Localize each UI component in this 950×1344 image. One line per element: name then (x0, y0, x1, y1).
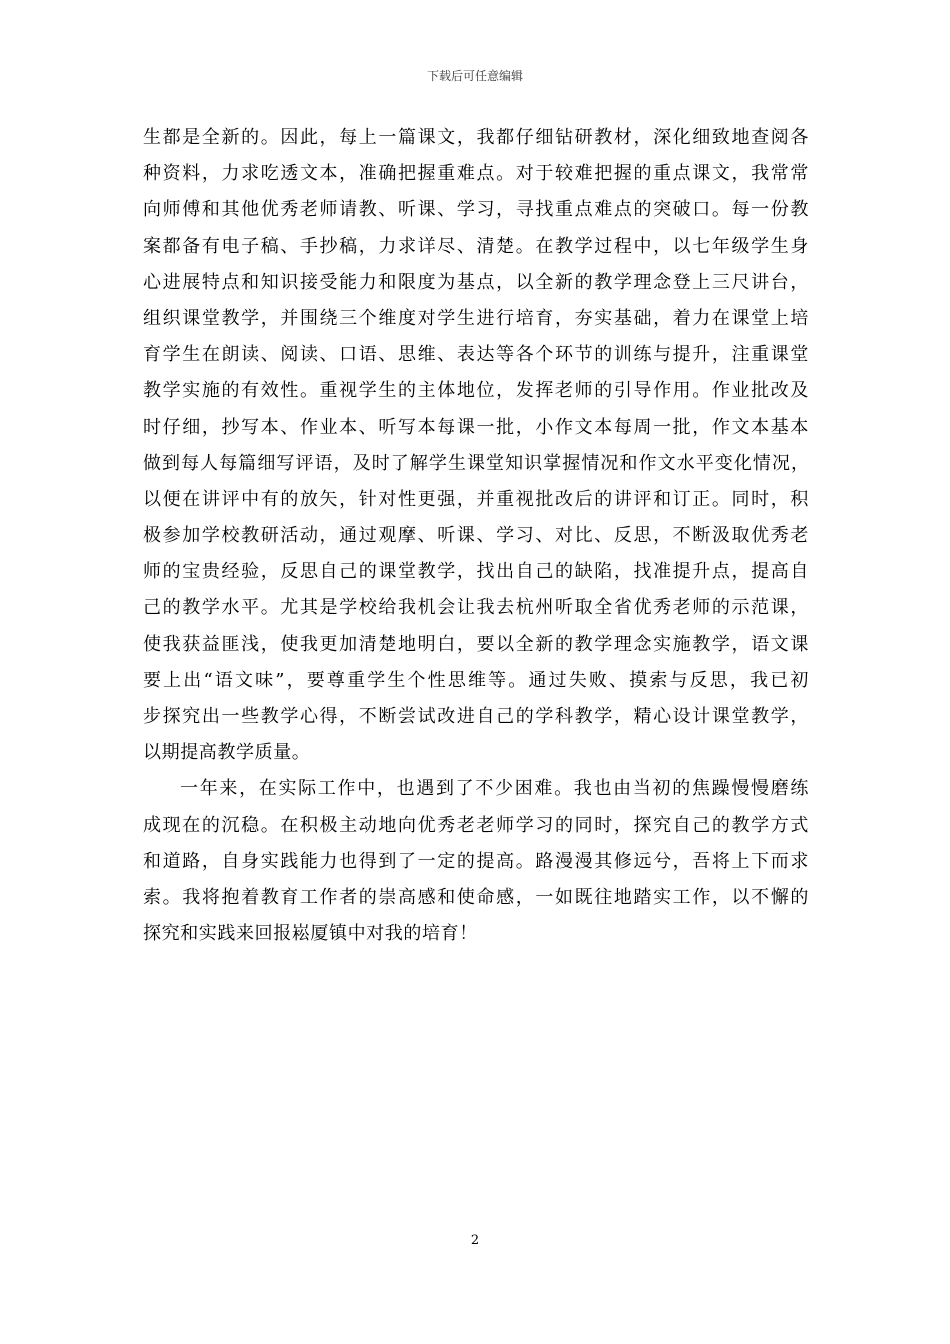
text-line: 种资料，力求吃透文本，准确把握重难点。对于较难把握的重点课文，我常常 (143, 163, 809, 185)
text-line: 向师傅和其他优秀老师请教、听课、学习，寻找重点难点的突破口。每一份教 (143, 199, 809, 221)
text-line: 极参加学校教研活动，通过观摩、听课、学习、对比、反思，不断汲取优秀老 (143, 525, 809, 547)
text-line: 育学生在朗读、阅读、口语、思维、表达等各个环节的训练与提升，注重课堂 (143, 344, 809, 366)
paragraph-1 (143, 120, 809, 771)
text-line: 师的宝贵经验，反思自己的课堂教学，找出自己的缺陷，找准提升点，提高自 (143, 561, 809, 583)
page-number: 2 (470, 1233, 480, 1248)
paragraph-2 (143, 771, 809, 952)
text-line: 要上出“语文味”，要尊重学生个性思维等。通过失败、摸索与反思，我已初 (143, 669, 809, 691)
text-line: 使我获益匪浅，使我更加清楚地明白，要以全新的教学理念实施教学，语文课 (143, 633, 809, 655)
text-line: 步探究出一些教学心得，不断尝试改进自己的学科教学，精心设计课堂教学， (143, 706, 809, 727)
text-line: 以便在讲评中有的放矢，针对性更强，并重视批改后的讲评和订正。同时，积 (143, 488, 809, 510)
text-line: 成现在的沉稳。在积极主动地向优秀老老师学习的同时，探究自己的教学方式 (143, 814, 809, 836)
text-line: 探究和实践来回报崧厦镇中对我的培育！ (143, 923, 478, 945)
text-line: 一年来，在实际工作中，也遇到了不少困难。我也由当初的焦躁慢慢磨练 (180, 778, 809, 800)
text-line: 组织课堂教学，并围绕三个维度对学生进行培育，夯实基础，着力在课堂上培 (143, 307, 809, 329)
text-line: 教学实施的有效性。重视学生的主体地位，发挥老师的引导作用。作业批改及 (143, 380, 809, 402)
document-body (143, 120, 809, 952)
text-line: 案都备有电子稿、手抄稿，力求详尽、清楚。在教学过程中，以七年级学生身 (143, 235, 809, 257)
text-line: 时仔细，抄写本、作业本、听写本每课一批，小作文本每周一批，作文本基本 (143, 416, 809, 438)
page-header: 下载后可任意编辑 (426, 69, 523, 83)
text-line: 己的教学水平。尤其是学校给我机会让我去杭州听取全省优秀老师的示范课， (143, 597, 809, 619)
text-line: 生都是全新的。因此，每上一篇课文，我都仔细钻研教材，深化细致地查阅各 (143, 127, 809, 148)
text-line: 心进展特点和知识接受能力和限度为基点，以全新的教学理念登上三尺讲台， (143, 271, 809, 293)
text-line: 做到每人每篇细写评语，及时了解学生课堂知识掌握情况和作文水平变化情况， (143, 452, 809, 474)
text-line: 索。我将抱着教育工作者的崇高感和使命感，一如既往地踏实工作，以不懈的 (143, 886, 809, 908)
text-line: 和道路，自身实践能力也得到了一定的提高。路漫漫其修远兮，吾将上下而求 (143, 850, 809, 872)
text-line: 以期提高教学质量。 (143, 742, 311, 764)
